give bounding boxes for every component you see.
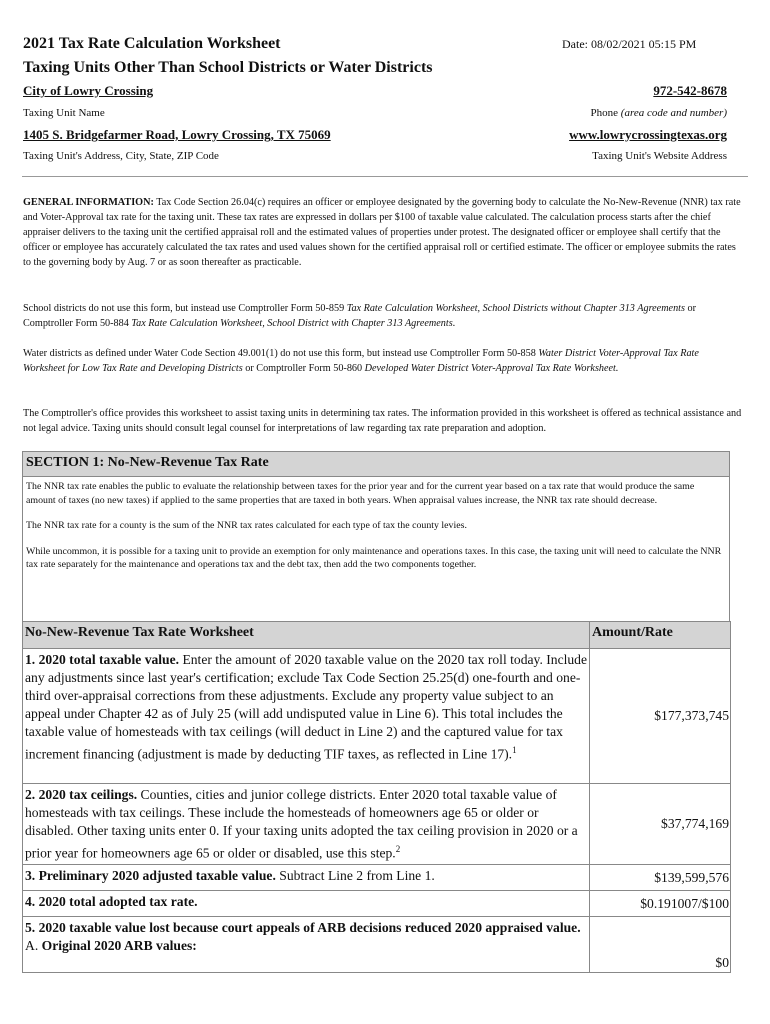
water-note-form-858: Water District Voter-Approval Tax Rate Worksheet for Low Tax Rate and Developing Districts [23,348,699,374]
line-4-amount: $0.191007/$100 [590,891,731,917]
generated-date: Date: 08/02/2021 05:15 PM [562,37,697,51]
school-note-e: . [452,318,456,329]
worksheet-column-amount: Amount/Rate [590,622,731,649]
worksheet-line-4 [23,891,731,917]
website-label: Taxing Unit's Website Address [592,150,727,162]
section-1-intro [22,477,730,621]
phone-label-text: Phone [590,107,621,119]
taxing-unit-phone: 972-542-8678 [653,83,727,98]
line-5-title: 5. 2020 taxable value lost because court appeals of ARB decisions reduced 2020 appraised value. [25,920,581,935]
general-information-text: Tax Code Section 26.04(c) requires an officer or employee designated by the governing body to calculate the No-New-Revenue (NNR) tax rate and Voter-Approval tax rate for the taxing unit. These tax rates are expressed in dollars per $100 of taxable value calculated. The calculation process starts after the chief appraiser delivers to the taxing unit the certified appraisal roll and the estimated values of properties under protest. The designated officer or employee shall certify that the officer or employee has accurately calculated the tax rates and used values shown for the certified appraisal roll or certified estimate. The officer or employee submits the rates to the governing body by Aug. 7 or as soon thereafter as practicable. [23,197,741,268]
school-note-form-859: Tax Rate Calculation Worksheet, School Districts without Chapter 313 Agreements [346,303,685,314]
taxing-unit-name-label: Taxing Unit Name [23,107,105,119]
worksheet-line-5 [23,917,731,973]
section-1-para-2: The NNR tax rate for a county is the sum of the NNR tax rates calculated for each type of tax the county levies. [26,520,467,532]
form-title: 2021 Tax Rate Calculation Worksheet [23,35,281,52]
line-5-description [23,917,590,973]
line-3-text: Subtract Line 2 from Line 1. [275,868,435,883]
line-2-description [23,784,590,865]
line-5a-title: Original 2020 ARB values: [41,938,197,953]
line-1-description [23,649,590,784]
general-information-lead: GENERAL INFORMATION: [23,197,154,208]
water-districts-note [23,346,743,376]
school-note-a: School districts do not use this form, but instead use Comptroller Form 50-859 [23,303,347,314]
worksheet-column-description: No-New-Revenue Tax Rate Worksheet [23,622,590,649]
taxing-unit-website: www.lowrycrossingtexas.org [569,127,727,142]
worksheet-header-row [23,622,731,649]
section-1-para-3: While uncommon, it is possible for a taxing unit to provide an exemption for only maintenance and operations taxes. In this case, the taxing unit will need to calculate the NNR tax rate separately for the maintenance and operations tax and the debt tax, then add the two components together. [26,545,722,571]
line-2-footnote: 2 [395,844,401,854]
form-subtitle: Taxing Units Other Than School Districts or Water Districts [23,59,433,76]
line-3-description [23,865,590,891]
line-3-amount: $139,599,576 [590,865,731,891]
line-5a-amount: $0 [590,917,731,973]
line-1-title: 1. 2020 total taxable value. [25,652,180,667]
school-note-form-884: Tax Rate Calculation Worksheet, School District with Chapter 313 Agreements [131,318,453,329]
line-4-title: 4. 2020 total adopted tax rate. [25,894,198,909]
line-2-text: Counties, cities and junior college districts. Enter 2020 total taxable value of homesteads with tax ceilings. These include the homesteads of homeowners age 65 or older or disabled. Other taxing units enter 0. If your taxing units adopted the tax ceiling provision in 2020 or a prior year for homeowners age 65 or older or disabled, use this step. [25,787,578,861]
line-2-amount: $37,774,169 [590,784,731,865]
section-1-para-1: The NNR tax rate enables the public to evaluate the relationship between taxes for the prior year and for the current year based on a tax rate that would produce the same amount of taxes (no new taxes) if applied to the same properties that are taxed in both years. When appraisal values increase, the NNR tax rate should decrease. [26,481,695,506]
line-4-description [23,891,590,917]
worksheet-line-2 [23,784,731,865]
line-3-title: 3. Preliminary 2020 adjusted taxable value. [25,868,276,883]
section-1-heading: SECTION 1: No-New-Revenue Tax Rate [22,451,730,477]
comptroller-note: The Comptroller's office provides this worksheet to assist taxing units in determining tax rates. The information provided in this worksheet is offered as technical assistance and not legal advice. Taxing units should consult legal counsel for interpretations of law regarding tax rate preparation and adoption. [23,408,742,434]
water-note-form-860: Developed Water District Voter-Approval Tax Rate Worksheet. [364,363,619,374]
school-note-c: or Comptroller Form 50-884 [23,303,697,329]
phone-label-hint: (area code and number) [620,107,727,119]
school-districts-note [23,301,743,331]
water-note-c: or Comptroller Form 50-860 [242,363,365,374]
line-1-text: Enter the amount of 2020 taxable value on the 2020 tax roll today. Include any adjustments since last year's certification; exclude Tax Code Section 25.25(d) one-fourth and one-third over-appraisal corrections from these adjustments. Exclude any property value subject to an appeal under Chapter 42 as of July 25 (will add undisputed value in Line 6). This total includes the taxable value of homesteads with tax ceilings (will deduct in Line 2) and the captured value for tax increment financing (adjustment is made by deducting TIF taxes, as reflected in Line 17). [25,652,588,762]
line-1-amount: $177,373,745 [590,649,731,784]
worksheet-line-1 [23,649,731,784]
line-1-footnote: 1 [512,745,517,755]
taxing-unit-name: City of Lowry Crossing [23,83,154,98]
nnr-worksheet-table [22,621,731,973]
phone-label [591,107,727,119]
water-note-a: Water districts as defined under Water Code Section 49.001(1) do not use this form, but instead use Comptroller Form 50-858 [23,348,539,359]
header-divider [22,176,748,177]
address-label: Taxing Unit's Address, City, State, ZIP Code [23,150,219,162]
line-5a-prefix: A. [25,938,42,953]
taxing-unit-address: 1405 S. Bridgefarmer Road, Lowry Crossing, TX 75069 [23,127,331,142]
general-information [23,195,743,270]
worksheet-line-3 [23,865,731,891]
line-2-title: 2. 2020 tax ceilings. [25,787,138,802]
